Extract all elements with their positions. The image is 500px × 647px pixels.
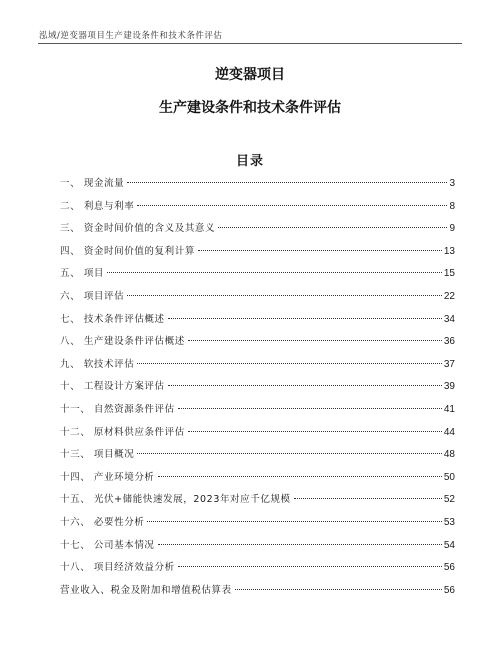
toc-dot-leader	[137, 205, 447, 206]
toc-entry[interactable]	[60, 286, 455, 309]
toc-entry[interactable]	[60, 557, 455, 580]
toc-entry-page-number: 56	[443, 562, 455, 574]
toc-entry-page-number: 53	[443, 516, 455, 528]
toc-entry[interactable]	[60, 467, 455, 490]
document-title: 逆变器项目	[215, 67, 285, 83]
toc-dot-leader	[235, 589, 442, 590]
toc-dot-leader	[137, 453, 442, 454]
toc-entry-label: 五、 项目	[60, 268, 105, 280]
toc-heading: 目录	[235, 154, 264, 169]
toc-entry-label: 营业收入、税金及附加和增值税估算表	[60, 584, 232, 596]
toc-entry[interactable]	[60, 196, 455, 219]
toc-entry-page-number: 50	[443, 471, 455, 483]
toc-entry-label: 八、 生产建设条件评估概述	[60, 336, 185, 348]
toc-entry-label: 一、 现金流量	[60, 178, 125, 189]
page-header: 泓域/逆变器项目生产建设条件和技术条件评估	[39, 31, 223, 41]
toc-entry-page-number: 9	[449, 223, 455, 235]
toc-entry-page-number: 52	[443, 494, 455, 506]
toc-dot-leader	[158, 476, 442, 477]
document-subtitle: 生产建设条件和技术条件评估	[159, 100, 341, 116]
toc-entry[interactable]	[60, 422, 455, 445]
toc-entry[interactable]	[60, 399, 455, 422]
toc-entry-page-number: 41	[443, 403, 455, 415]
toc-entry[interactable]	[60, 309, 455, 332]
toc-entry[interactable]	[60, 354, 455, 377]
toc-dot-leader	[188, 431, 442, 432]
toc-dot-leader	[127, 182, 447, 183]
toc-entry-page-number: 22	[443, 290, 455, 302]
toc-entry-label: 十四、 产业环境分析	[60, 471, 155, 483]
toc-entry[interactable]	[60, 444, 455, 467]
toc-entry-label: 十六、 必要性分析	[60, 516, 145, 528]
toc-dot-leader	[168, 318, 442, 319]
toc-dot-leader	[218, 227, 447, 228]
toc-entry[interactable]	[60, 535, 455, 558]
toc-entry-page-number: 36	[443, 336, 455, 348]
toc-dot-leader	[178, 408, 442, 409]
toc-entry-label: 二、 利息与利率	[60, 200, 135, 212]
toc-entry[interactable]	[60, 489, 455, 512]
toc-entry[interactable]	[60, 263, 455, 286]
toc-dot-leader	[188, 340, 442, 341]
toc-entry-page-number: 37	[443, 358, 455, 370]
toc-entry-label: 九、 软技术评估	[60, 358, 135, 370]
toc-dot-leader	[178, 566, 442, 567]
toc-entry-label: 六、 项目评估	[60, 290, 125, 302]
toc-entry-label: 十二、 原材料供应条件评估	[60, 426, 185, 438]
toc-entry-label: 十八、 项目经济效益分析	[60, 562, 175, 574]
toc-entry-label: 十七、 公司基本情况	[60, 539, 155, 551]
toc-entry-page-number: 54	[443, 539, 455, 551]
toc-dot-leader	[294, 498, 442, 499]
toc-dot-leader	[137, 363, 442, 364]
header-divider	[38, 43, 462, 44]
toc-entry-label: 四、 资金时间价值的复利计算	[60, 245, 195, 257]
toc-entry-page-number: 34	[443, 313, 455, 325]
toc-entry[interactable]	[60, 331, 455, 354]
toc-entry-label: 三、 资金时间价值的含义及其意义	[60, 223, 216, 235]
toc-entry-label: 七、 技术条件评估概述	[60, 313, 165, 325]
toc-entry-label: 十、 工程设计方案评估	[60, 381, 165, 393]
toc-entry-page-number: 48	[443, 449, 455, 461]
toc-dot-leader	[198, 250, 442, 251]
toc-entry[interactable]	[60, 376, 455, 399]
toc-entry-page-number: 13	[443, 245, 455, 257]
toc-entry[interactable]	[60, 580, 455, 603]
toc-entry-page-number: 8	[449, 200, 455, 212]
toc-dot-leader	[107, 272, 442, 273]
toc-entry-label: 十一、 自然资源条件评估	[60, 403, 175, 415]
toc-entry[interactable]	[60, 241, 455, 264]
toc-entry-label: 十五、 光伏+储能快速发展，2023年对应千亿规模	[60, 494, 291, 506]
toc-entry[interactable]	[60, 218, 455, 241]
toc-entry-page-number: 15	[443, 268, 455, 280]
toc-dot-leader	[158, 544, 442, 545]
toc-entry-page-number: 39	[443, 381, 455, 393]
toc-dot-leader	[168, 385, 442, 386]
toc-dot-leader	[127, 295, 442, 296]
toc-entry[interactable]	[60, 512, 455, 535]
toc-entry-page-number: 56	[443, 584, 455, 596]
toc-entry-page-number: 3	[449, 178, 455, 189]
toc-dot-leader	[147, 521, 441, 522]
table-of-contents	[60, 173, 455, 602]
toc-entry[interactable]	[60, 173, 455, 196]
toc-entry-label: 十三、 项目概况	[60, 449, 135, 461]
toc-entry-page-number: 44	[443, 426, 455, 438]
